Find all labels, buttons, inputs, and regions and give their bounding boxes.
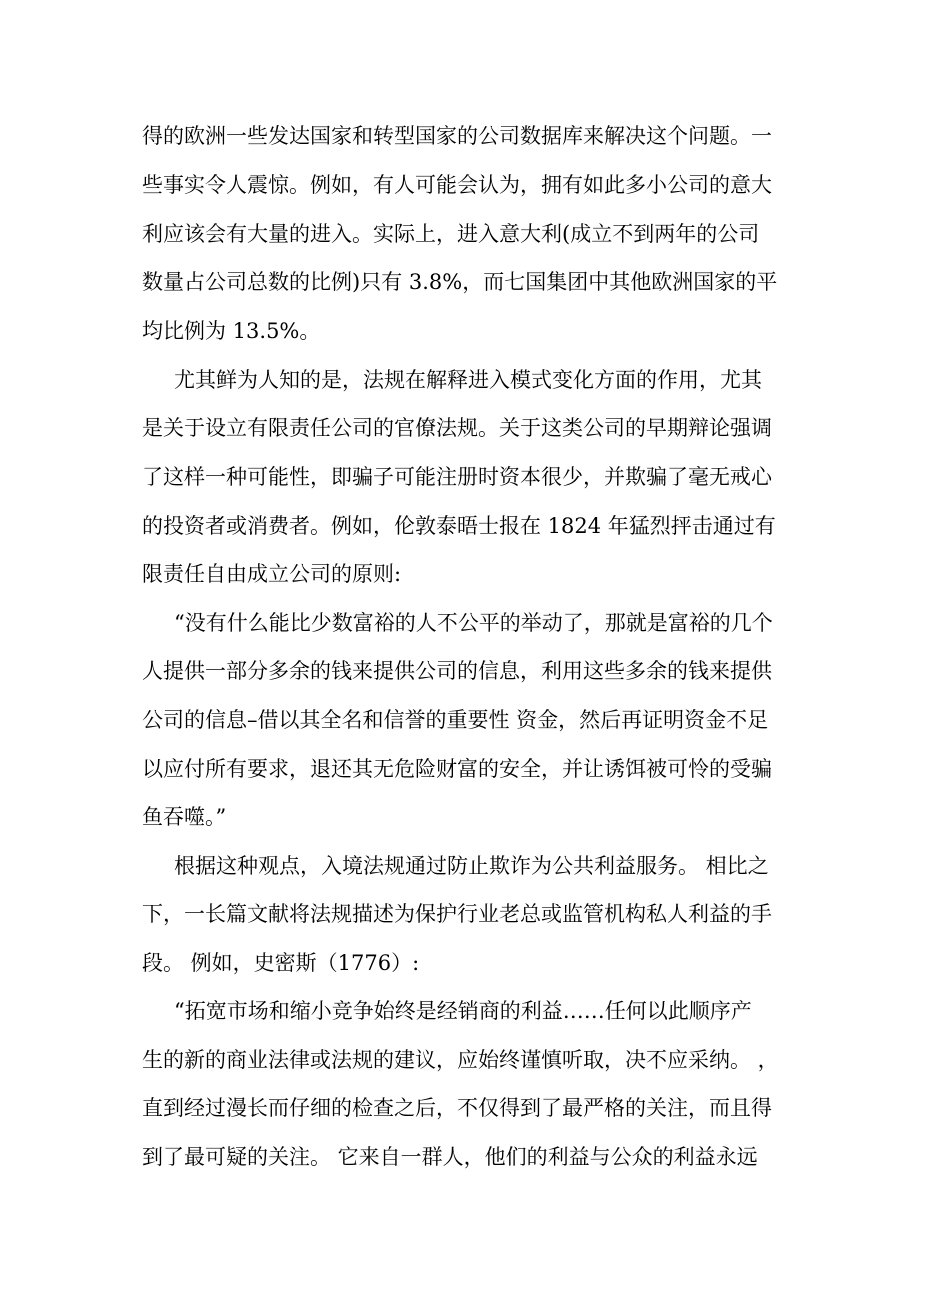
text-line: 是关于设立有限责任公司的官僚法规。关于这类公司的早期辩论强调 [142,416,772,440]
text-line: 得的欧洲一些发达国家和转型国家的公司数据库来解决这个问题。一 [142,124,772,148]
text-line: 以应付所有要求，退还其无危险财富的安全，并让诱饵被可怜的受骗 [142,757,772,781]
text-line: 下，一长篇文献将法规描述为保护行业老总或监管机构私人利益的手 [142,902,772,926]
text-line: 些事实令人震惊。例如，有人可能会认为，拥有如此多小公司的意大 [142,173,772,197]
text-line: 了这样一种可能性，即骗子可能注册时资本很少，并欺骗了毫无戒心 [142,465,772,489]
text-line: 尤其鲜为人知的是，法规在解释进入模式变化方面的作用，尤其 [174,368,762,392]
text-line: 根据这种观点，入境法规通过防止欺诈为公共利益服务。 相比之 [174,854,769,878]
text-line: 直到经过漫长而仔细的检查之后，不仅得到了最严格的关注，而且得 [142,1096,772,1120]
text-line: 到了最可疑的关注。 它来自一群人，他们的利益与公众的利益永远 [142,1145,758,1169]
text-line: 段。 例如，史密斯（1776）: [142,951,420,975]
text-line: “没有什么能比少数富裕的人不公平的举动了，那就是富裕的几个 [174,611,773,635]
text-line: 数量占公司总数的比例)只有 3.8%，而七国集团中其他欧洲国家的平 [142,270,778,294]
text-line: 人提供一部分多余的钱来提供公司的信息，利用这些多余的钱来提供 [142,659,772,683]
text-line: 利应该会有大量的进入。实际上，进入意大利(成立不到两年的公司 [142,222,760,246]
text-line: 鱼吞噬。” [142,805,227,829]
text-line: 均比例为 13.5%。 [142,319,321,343]
text-line: 的投资者或消费者。例如，伦敦泰晤士报在 1824 年猛烈抨击通过有 [142,514,776,538]
text-line: “拓宽市场和缩小竞争始终是经销商的利益……任何以此顺序产 [174,999,752,1023]
text-line: 生的新的商业法律或法规的建议，应始终谨慎听取，决不应采纳。 ， [142,1048,779,1072]
text-line: 公司的信息–借以其全名和信誉的重要性 资金，然后再证明资金不足 [142,708,769,732]
text-line: 限责任自由成立公司的原则: [142,562,402,586]
